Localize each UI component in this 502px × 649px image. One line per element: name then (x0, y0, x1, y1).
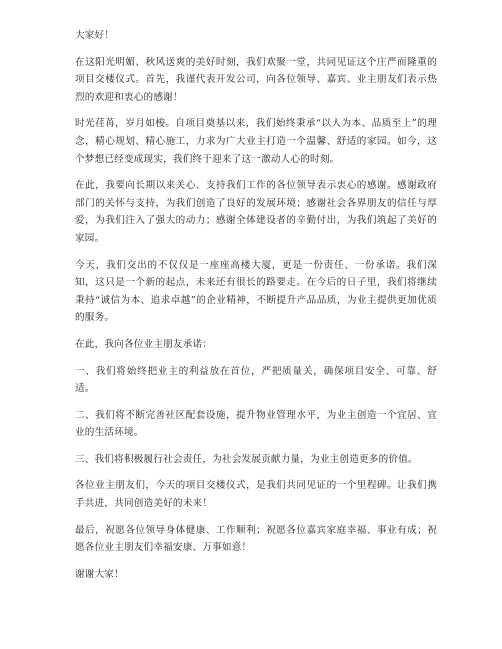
paragraph-wishes: 最后，祝愿各位领导身体健康、工作顺利；祝愿各位嘉宾家庭幸福、事业有成；祝愿各位业主朋友们幸福安康、万事如意！ (75, 524, 437, 554)
paragraph-commitment: 今天，我们交出的不仅仅是一座座高楼大厦，更是一份责任、一份承诺。我们深知，这只是一个新的起点，未来还有很长的路要走。在今后的日子里，我们将继续秉持“诚信为本、追求卓越”的企业精神，不断提升产品品质，为业主提供更加优质的服务。 (75, 259, 437, 324)
paragraph-opening: 在这阳光明媚、秋风送爽的美好时刻，我们欢聚一堂，共同见证这个庄严而隆重的项目交楼仪式。首先，我谨代表开发公司，向各位领导、嘉宾、业主朋友们表示热烈的欢迎和衷心的感谢！ (75, 56, 437, 103)
promise-item-1: 一、我们将始终把业主的利益放在首位，严把质量关，确保项目安全、可靠、舒适。 (75, 365, 437, 395)
closing-thanks: 谢谢大家！ (75, 568, 124, 580)
promise-item-3: 三、我们将积极履行社会责任，为社会发展贡献力量，为业主创造更多的价值。 (75, 453, 418, 465)
promise-item-2: 二、我们将不断完善社区配套设施，提升物业管理水平，为业主创造一个宜居、宜业的生活环境。 (75, 409, 437, 439)
greeting: 大家好！ (75, 30, 115, 41)
paragraph-history: 时光荏苒，岁月如梭。自项目奠基以来，我们始终秉承“以人为本、品质至上”的理念，精心规划、精心施工，力求为广大业主打造一个温馨、舒适的家园。如今，这个梦想已经变成现实，我们终于迎来了这一激动人心的时刻。 (75, 118, 437, 165)
paragraph-promise-intro: 在此，我向各位业主朋友承诺： (75, 338, 213, 350)
paragraph-milestone: 各位业主朋友们，今天的项目交楼仪式，是我们共同见证的一个里程碑。让我们携手共进，共同创造美好的未来！ (75, 480, 437, 510)
paragraph-thanks: 在此，我要向长期以来关心、支持我们工作的各位领导表示衷心的感谢。感谢政府部门的关怀与支持，为我们创造了良好的发展环境；感谢社会各界朋友的信任与厚爱，为我们注入了强大的动力；感谢全体建设者的辛勤付出，为我们筑起了美好的家园。 (75, 180, 437, 244)
document-body (75, 27, 437, 592)
